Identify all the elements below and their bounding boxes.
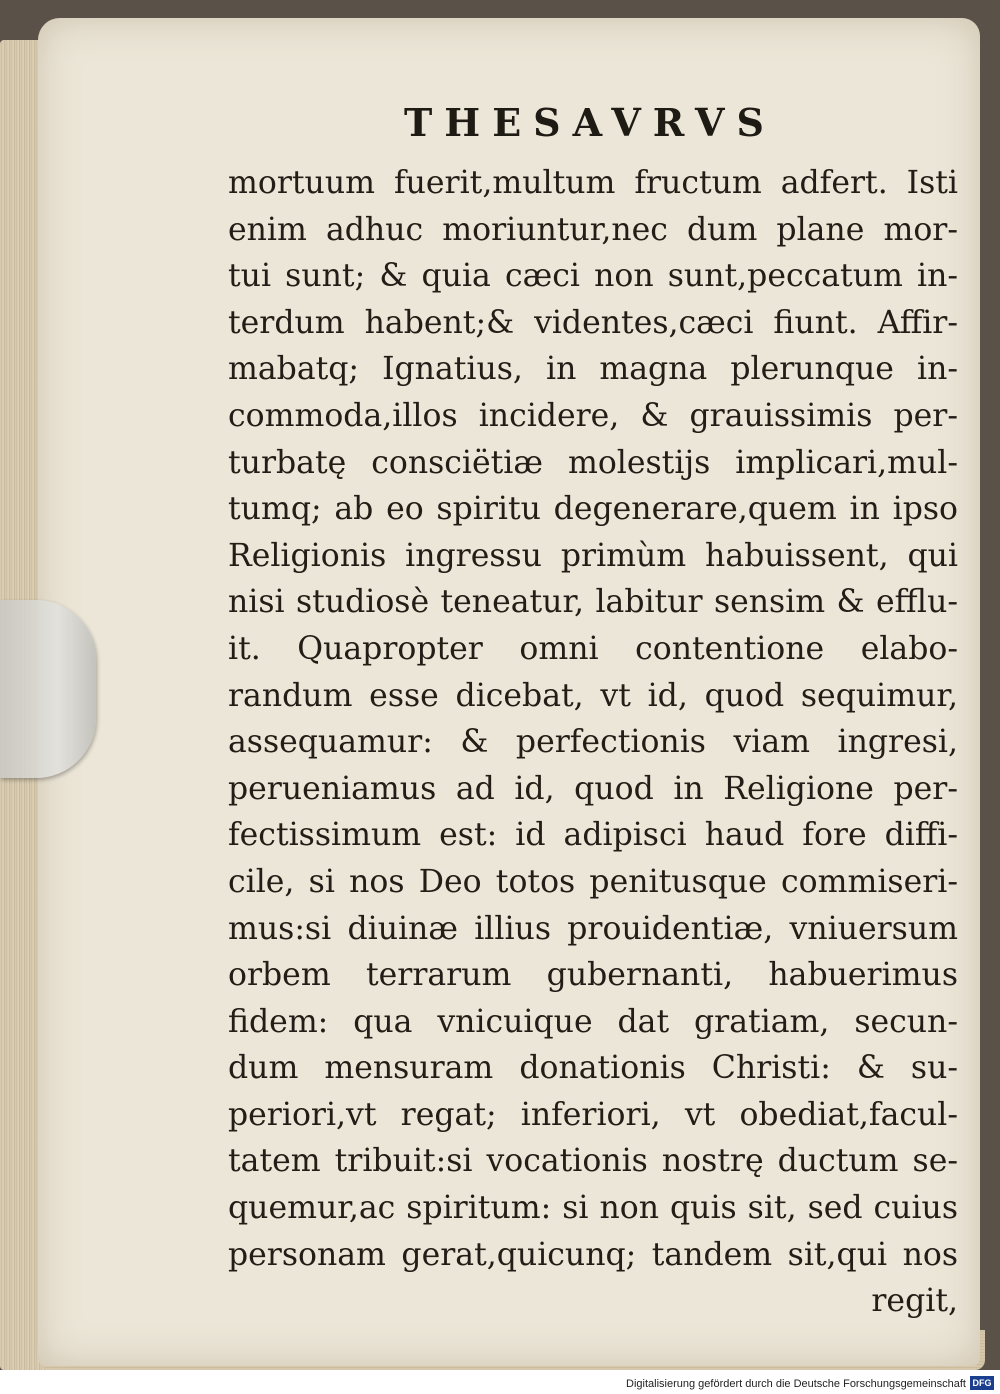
text-line: orbem terrarum gubernanti, habuerimus — [228, 957, 958, 994]
text-line: tatem tribuit:si vocationis nostrę ductum se- — [228, 1143, 958, 1180]
text-line: quemur,ac spiritum: si non quis sit, sed cuius — [228, 1190, 958, 1227]
text-line: personam gerat,quicunq; tandem sit,qui nos — [228, 1236, 958, 1273]
footer-bar — [0, 1370, 1000, 1394]
text-line: enim adhuc moriuntur,nec dum plane mor- — [228, 211, 958, 248]
text-line: turbatę consciëtiæ molestijs implicari,mul- — [228, 444, 958, 481]
text-line: terdum habent;& videntes,cæci fiunt. Affir- — [228, 304, 958, 341]
text-line: fectissimum est: id adipisci haud fore diffi- — [228, 817, 958, 854]
text-line: mabatq; Ignatius, in magna plerunque in- — [228, 351, 958, 388]
page-clip — [0, 600, 96, 778]
text-line: fidem: qua vnicuique dat gratiam, secun- — [228, 1003, 958, 1040]
text-line: Religionis ingressu primùm habuissent, qui — [228, 537, 958, 574]
text-line: perueniamus ad id, quod in Religione per- — [228, 770, 958, 807]
text-line: cile, si nos Deo totos penitusque commiseri- — [228, 863, 958, 900]
text-line: assequamur: & perfectionis viam ingresi, — [228, 724, 958, 761]
text-line: dum mensuram donationis Christi: & su- — [228, 1050, 958, 1087]
text-line: periori,vt regat; inferiori, vt obediat,facul- — [228, 1096, 958, 1133]
footer-credit: Digitalisierung gefördert durch die Deutsche Forschungsgemeinschaft — [626, 1378, 966, 1390]
text-line: mortuum fuerit,multum fructum adfert. Isti — [228, 165, 958, 201]
catchword: regit, — [871, 1283, 958, 1320]
text-block — [228, 160, 958, 1325]
text-line: nisi studiosè teneatur, labitur sensim & efflu- — [228, 584, 958, 621]
text-line: it. Quapropter omni contentione elabo- — [228, 630, 958, 667]
text-line: commoda,illos incidere, & grauissimis per- — [228, 397, 958, 434]
text-line: randum esse dicebat, vt id, quod sequimur, — [228, 677, 958, 714]
text-line: tui sunt; & quia cæci non sunt,peccatum in- — [228, 258, 958, 295]
text-line: tumq; ab eo spiritu degenerare,quem in ipso — [228, 491, 958, 528]
text-line: mus:si diuinæ illius prouidentiæ, vniuersum — [228, 910, 958, 947]
running-head: THESAVRVS — [404, 100, 776, 145]
dfg-logo-icon: DFG — [970, 1376, 994, 1390]
